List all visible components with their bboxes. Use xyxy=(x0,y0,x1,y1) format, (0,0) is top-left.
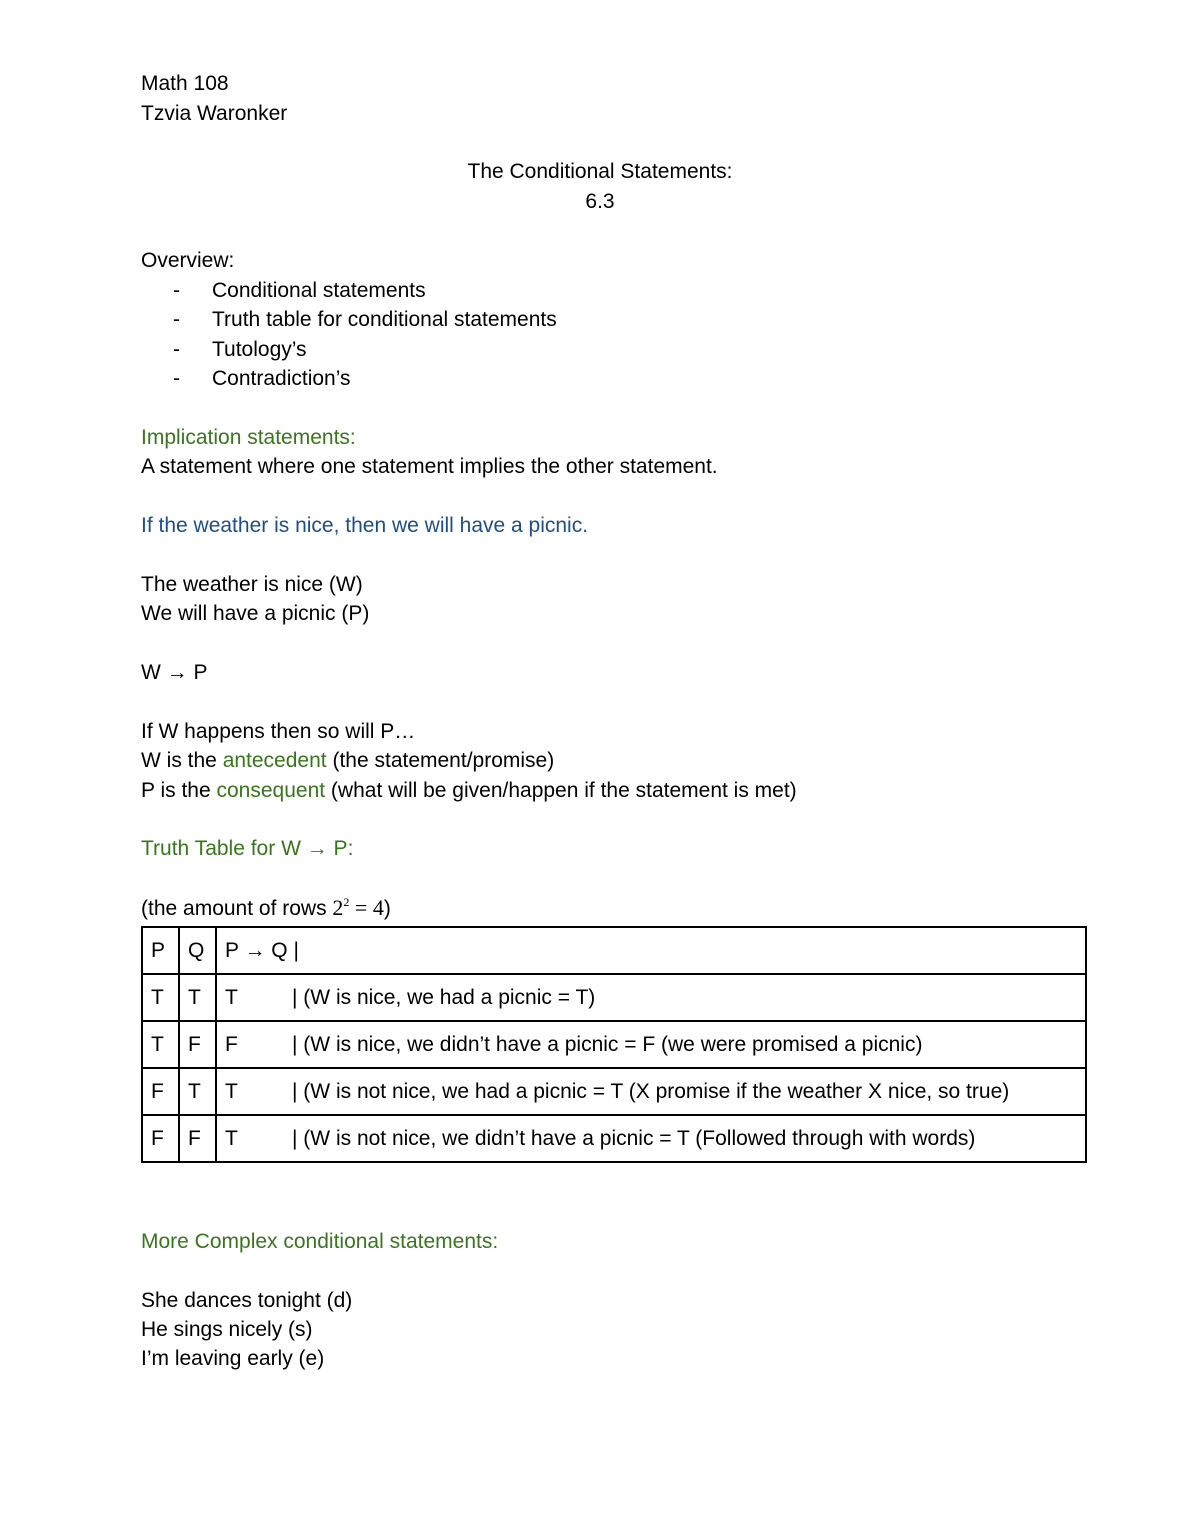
header-cell-p: P xyxy=(142,927,179,974)
cell-p: T xyxy=(142,1021,179,1068)
cell-p: F xyxy=(142,1115,179,1162)
cell-value: T xyxy=(225,1126,238,1150)
complex-line-e: I’m leaving early (e) xyxy=(141,1347,325,1370)
rows-note-suffix: ) xyxy=(383,897,391,920)
cell-value: T xyxy=(225,1079,238,1103)
consequent-suffix: (what will be given/happen if the statement is met) xyxy=(325,779,797,802)
implication-definition: A statement where one statement implies the other statement. xyxy=(141,455,718,478)
bullet-marker: - xyxy=(173,367,180,390)
doc-section-number: 6.3 xyxy=(585,190,615,213)
overview-item: Conditional statements xyxy=(212,279,426,302)
complex-line-d: She dances tonight (d) xyxy=(141,1289,353,1312)
header-cell-pq: P → Q | xyxy=(216,927,1086,974)
implication-notation: W → P xyxy=(141,661,208,684)
cell-value-note xyxy=(216,974,1086,1021)
p-definition: We will have a picnic (P) xyxy=(141,602,370,625)
cell-value-note xyxy=(216,1021,1086,1068)
overview-item: Tutology’s xyxy=(212,338,307,361)
cell-q: F xyxy=(179,1021,216,1068)
antecedent-suffix: (the statement/promise) xyxy=(326,749,555,772)
consequent-prefix: P is the xyxy=(141,779,217,802)
doc-title: The Conditional Statements: xyxy=(467,160,733,183)
rows-exponent: 2 xyxy=(343,895,350,909)
author-name: Tzvia Waronker xyxy=(141,102,288,125)
cell-q: F xyxy=(179,1115,216,1162)
truth-table xyxy=(141,926,1087,1163)
cell-q: T xyxy=(179,974,216,1021)
antecedent-prefix: W is the xyxy=(141,749,223,772)
bullet-marker: - xyxy=(173,279,180,302)
table-row xyxy=(142,1021,1086,1068)
cell-value: F xyxy=(225,1032,238,1056)
overview-heading: Overview: xyxy=(141,249,235,272)
table-row xyxy=(142,974,1086,1021)
implication-heading: Implication statements: xyxy=(141,426,356,449)
rows-note-prefix: (the amount of rows xyxy=(141,897,333,920)
complex-heading: More Complex conditional statements: xyxy=(141,1230,499,1253)
bullet-marker: - xyxy=(173,338,180,361)
cell-note: | (W is nice, we didn’t have a picnic = F (we were promised a picnic) xyxy=(292,1032,923,1056)
antecedent-term: antecedent xyxy=(222,749,327,772)
cell-value-note xyxy=(216,1068,1086,1115)
consequent-term: consequent xyxy=(216,779,326,802)
cell-p: T xyxy=(142,974,179,1021)
truth-table-heading: Truth Table for W → P: xyxy=(141,837,354,860)
cell-value: T xyxy=(225,985,238,1009)
cell-note: | (W is not nice, we didn’t have a picnic = T (Followed through with words) xyxy=(292,1126,976,1150)
table-row xyxy=(142,1068,1086,1115)
cell-q: T xyxy=(179,1068,216,1115)
cell-note: | (W is nice, we had a picnic = T) xyxy=(292,985,596,1009)
consequent-line xyxy=(141,779,797,803)
antecedent-line xyxy=(141,749,554,773)
table-header-row xyxy=(142,927,1086,974)
rows-formula xyxy=(332,895,383,920)
cell-note: | (W is not nice, we had a picnic = T (X promise if the weather X nice, so true) xyxy=(292,1079,1010,1103)
rows-note xyxy=(141,896,391,921)
bullet-marker: - xyxy=(173,308,180,331)
w-definition: The weather is nice (W) xyxy=(141,573,363,596)
complex-line-s: He sings nicely (s) xyxy=(141,1318,313,1341)
table-row xyxy=(142,1115,1086,1162)
cell-value-note xyxy=(216,1115,1086,1162)
cell-p: F xyxy=(142,1068,179,1115)
rows-base: 2 xyxy=(332,895,344,920)
course-name: Math 108 xyxy=(141,72,229,95)
rows-equals: = 4 xyxy=(349,895,384,920)
overview-item: Truth table for conditional statements xyxy=(212,308,557,331)
if-then-line: If W happens then so will P… xyxy=(141,720,416,743)
overview-item: Contradiction’s xyxy=(212,367,351,390)
example-sentence: If the weather is nice, then we will have a picnic. xyxy=(141,514,589,537)
header-cell-q: Q xyxy=(179,927,216,974)
